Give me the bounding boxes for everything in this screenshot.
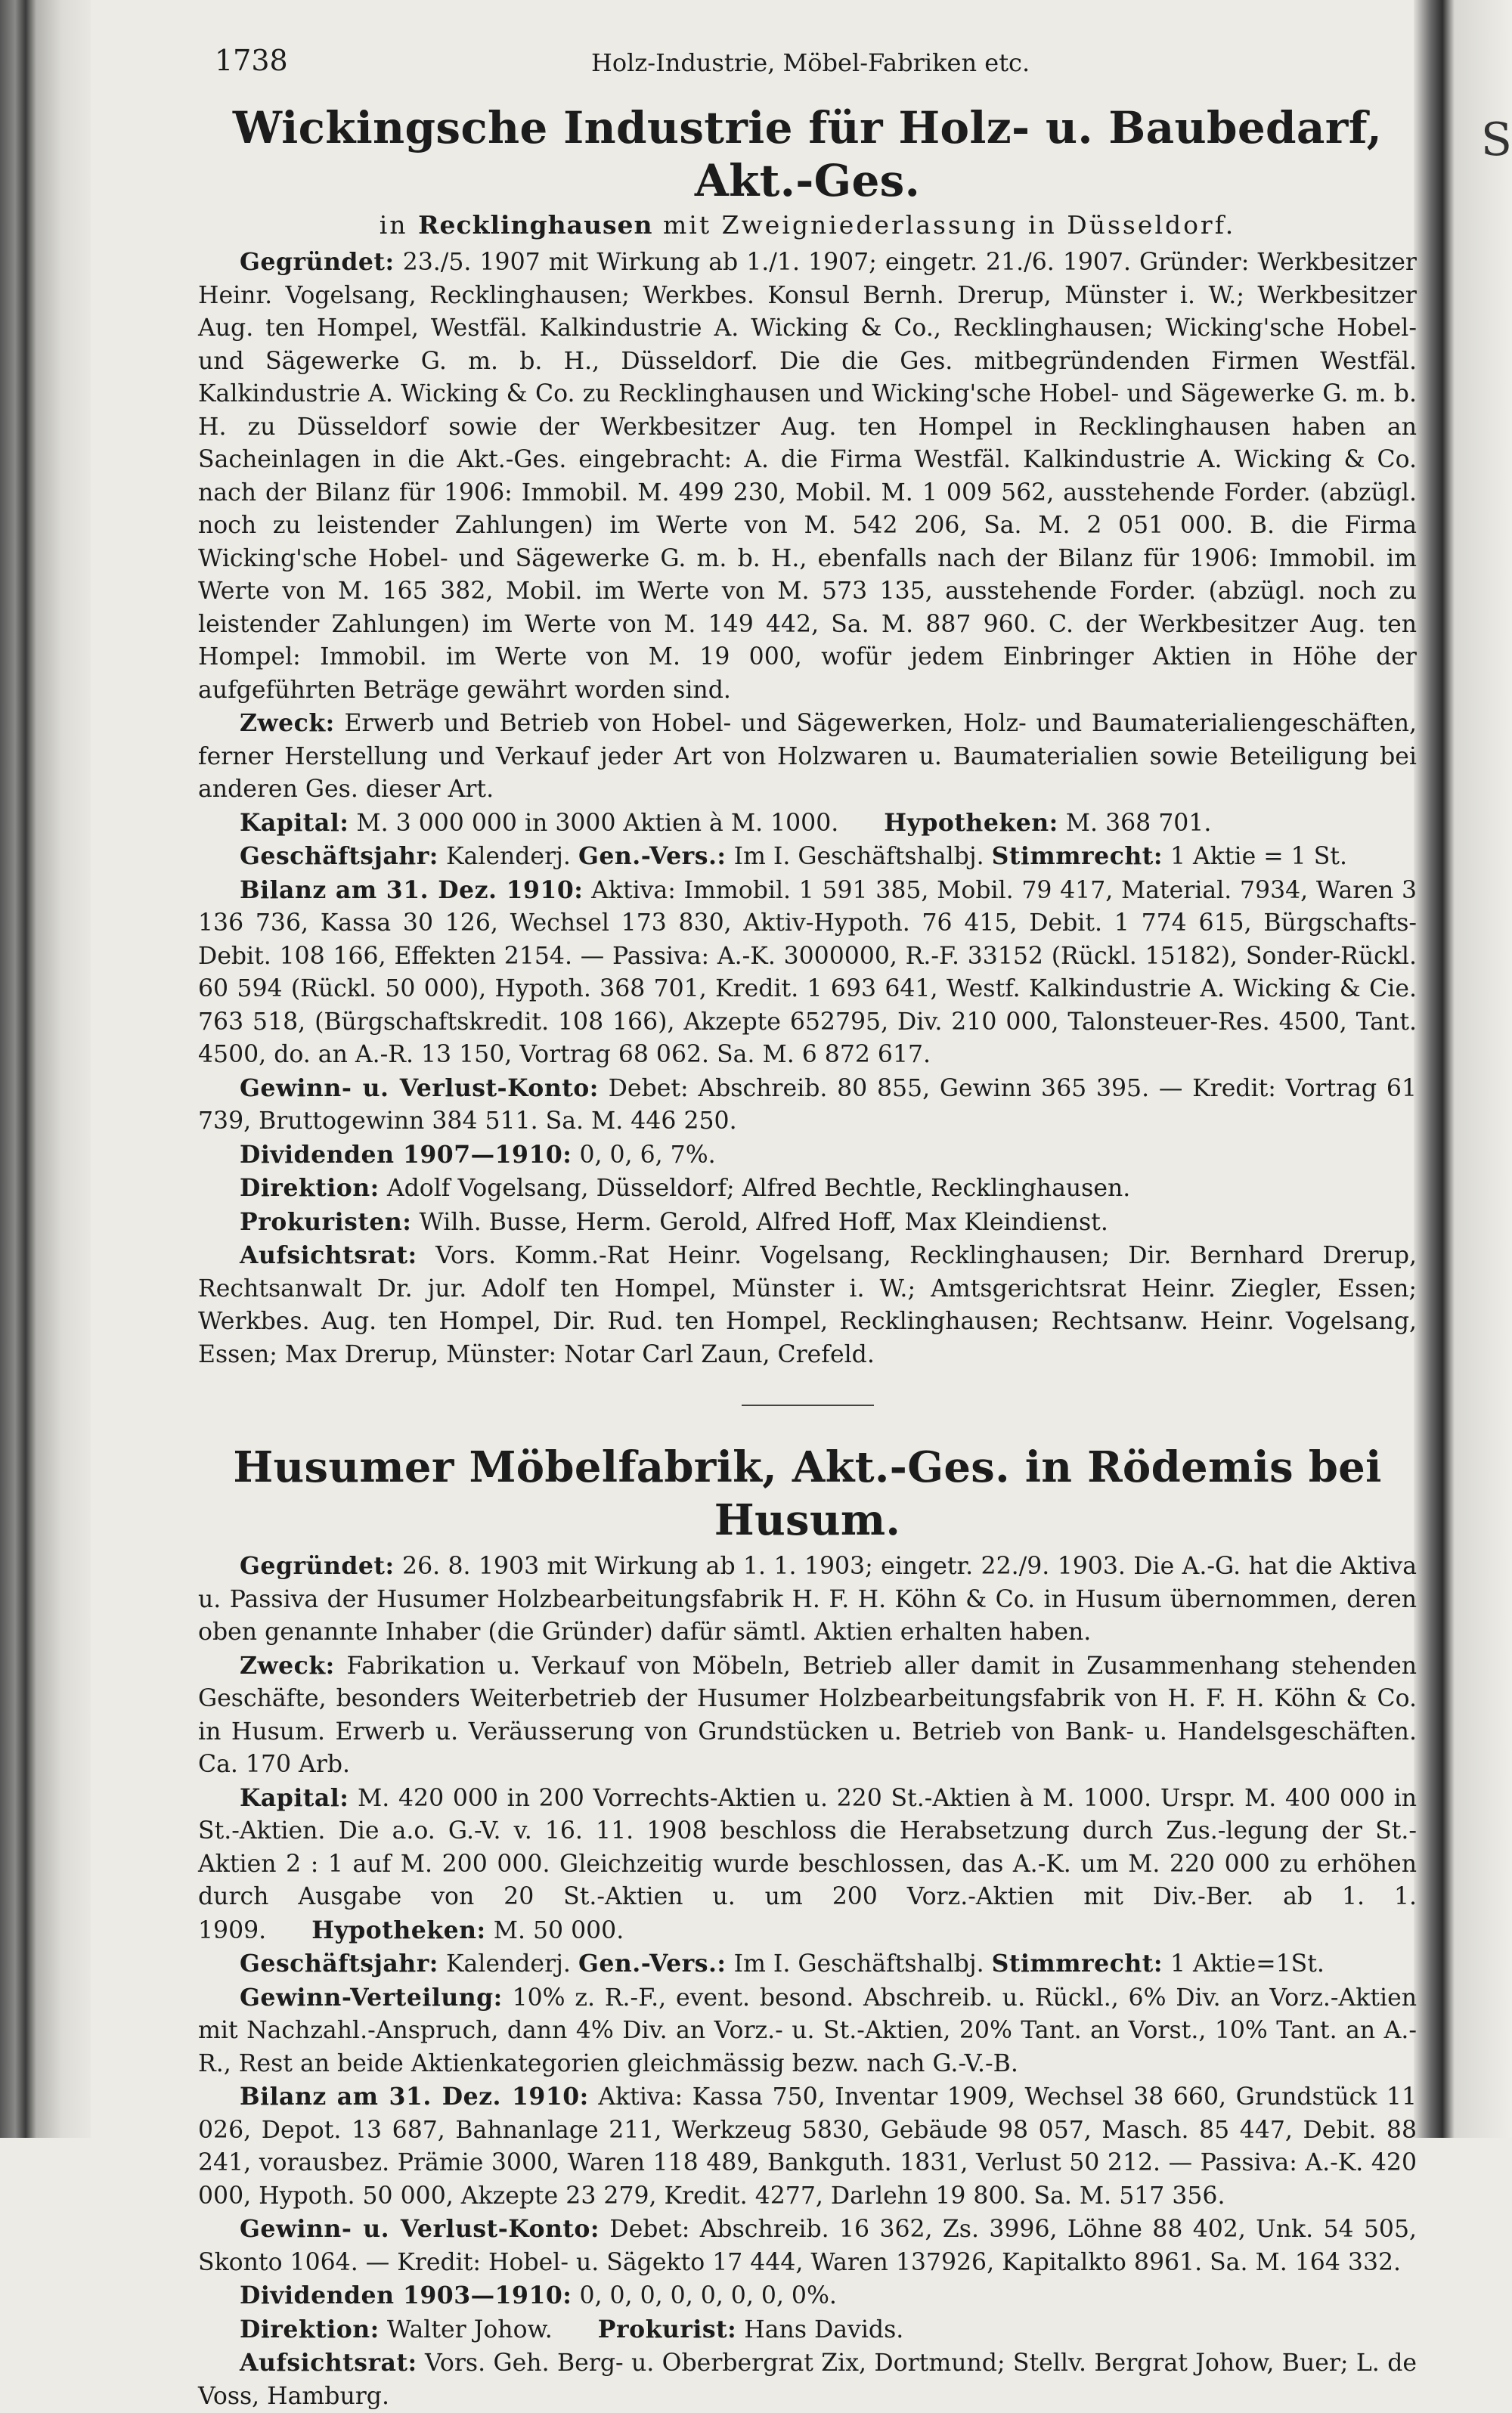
field-label: Bilanz am 31. Dez. 1910: bbox=[240, 875, 584, 904]
field-label: Geschäftsjahr: bbox=[240, 1950, 438, 1978]
document-page bbox=[198, 39, 1418, 2410]
bilanz-paragraph bbox=[198, 2080, 1417, 2213]
field-label: Zweck: bbox=[240, 709, 335, 737]
field-text: Kalenderj. bbox=[445, 843, 571, 870]
field-text: 23./5. 1907 mit Wirkung ab 1./1. 1907; eingetr. 21./6. 1907. Gründer: Werkbesitzer Heinr. Vogelsang, Recklinghausen; Werkbes. Konsul Bernh. Drerup, Münster i. W.; Werkbesitzer Aug. ten Hompel, Westfäl. Kalkindustrie A. Wicking & Co., Recklinghausen; Wicking'sche Hobel- und Sägewerke G. m. b. H., Düsseldorf. Die die Ges. mitbegründenden Firmen Westfäl. Kalkindustrie A. Wicking & Co. zu Recklinghausen und Wicking'sche Hobel- und Sägewerke G. m. b. H. zu Düsseldorf sowie der Werkbesitzer Aug. ten Hompel in Recklinghausen haben an Sacheinlagen in die Akt.-Ges. eingebracht: A. die Firma Westfäl. Kalkindustrie A. Wicking & Co. nach der Bilanz für 1906: Immobil. M. 499 230, Mobil. M. 1 009 562, ausstehende Forder. (abzügl. noch zu leistender Zahlungen) im Werte von M. 542 206, Sa. M. 2 051 000. B. die Firma Wicking'sche Hobel- und Sägewerke G. m. b. H., ebenfalls nach der Bilanz für 1906: Immobil. im Werte von M. 165 382, Mobil. im Werte von M. 573 135, ausstehende Forder. (abzügl. noch zu leistender Zahlungen) im Werte von M. 149 442, Sa. M. 887 960. C. der Werkbesitzer Aug. ten Hompel: Immobil. im Werte von M. 19 000, wofür jedem Einbringer Aktien in Höhe der aufgeführten Beträge gewährt worden sind. bbox=[198, 249, 1417, 704]
field-label: Dividenden 1903—1910: bbox=[240, 2281, 572, 2309]
direktion-paragraph bbox=[198, 2313, 1417, 2347]
kapital-paragraph bbox=[198, 1782, 1417, 1948]
entry-divider bbox=[742, 1405, 874, 1406]
subtitle-prefix: in bbox=[379, 210, 408, 240]
dividenden-paragraph bbox=[198, 1138, 1417, 1172]
kapital-paragraph bbox=[198, 807, 1417, 841]
field-label: Gen.-Vers.: bbox=[578, 1950, 727, 1978]
field-text: Adolf Vogelsang, Düsseldorf; Alfred Bechtle, Recklinghausen. bbox=[386, 1175, 1131, 1202]
field-text: Im I. Geschäftshalbj. bbox=[733, 1950, 984, 1978]
field-text: Erwerb und Betrieb von Hobel- und Sägewerken, Holz- und Baumaterialiengeschäften, ferner Herstellung und Verkauf jeder Art von Holzwaren u. Baumaterialien sowie Beteiligung bei anderen Ges. dieser Art. bbox=[198, 710, 1417, 803]
dividenden-paragraph bbox=[198, 2279, 1417, 2313]
field-label: Direktion: bbox=[240, 1174, 380, 1202]
gegruendet-paragraph bbox=[198, 1550, 1417, 1649]
zweck-paragraph bbox=[198, 1649, 1417, 1782]
geschaeftsjahr-paragraph bbox=[198, 1947, 1417, 1981]
prokuristen-paragraph bbox=[198, 1206, 1417, 1240]
field-text: Kalenderj. bbox=[445, 1950, 571, 1978]
field-text: Aktiva: Immobil. 1 591 385, Mobil. 79 417, Material. 7934, Waren 3 136 736, Kassa 30 126, Wechsel 173 830, Aktiv-Hypoth. 76 415, Debit. 1 774 615, Bürgschafts-Debit. 108 166, Effekten 2154. — Passiva: A.-K. 3000000, R.-F. 33152 (Rückl. 15182), Sonder-Rückl. 60 594 (Rückl. 50 000), Hypoth. 368 701, Kredit. 1 693 641, Westf. Kalkindustrie A. Wicking & Cie. 763 518, (Bürgschaftskredit. 108 166), Akzepte 652795, Div. 210 000, Talonsteuer-Res. 4500, Tant. 4500, do. an A.-R. 13 150, Vortrag 68 062. Sa. M. 6 872 617. bbox=[198, 876, 1417, 1068]
aufsichtsrat-paragraph bbox=[198, 1239, 1417, 1371]
section-title: Holz-Industrie, Möbel-Fabriken etc. bbox=[591, 48, 1030, 77]
field-text: 1 Aktie=1St. bbox=[1170, 1950, 1325, 1978]
company-name: Husumer Möbelfabrik, Akt.-Ges. in Rödemis bei Husum. bbox=[233, 1442, 1382, 1545]
page-number: 1738 bbox=[215, 44, 288, 77]
guv-paragraph bbox=[198, 2213, 1417, 2279]
field-label: Hypotheken: bbox=[884, 808, 1058, 837]
field-text: M. 420 000 in 200 Vorrechts-Aktien u. 220 St.-Aktien à M. 1000. Urspr. M. 400 000 in St.-Aktien. Die a.o. G.-V. v. 16. 11. 1908 beschloss die Herabsetzung durch Zus.-legung der St.-Aktien 2 : 1 auf M. 200 000. Gleichzeitig wurde beschlossen, das A.-K. um M. 220 000 zu erhöhen durch Ausgabe von 20 St.-Aktien u. um 200 Vorz.-Aktien mit Div.-Ber. ab 1. 1. 1909. bbox=[198, 1784, 1417, 1944]
field-label: Dividenden 1907—1910: bbox=[240, 1140, 572, 1169]
facing-page-fragment: S bbox=[1480, 113, 1512, 166]
field-text: 10% z. R.-F., event. besond. Abschreib. u. Rückl., 6% Div. an Vorz.-Aktien mit Nachzahl.-Anspruch, dann 4% Div. an Vorz.- u. St.-Aktien, 20% Tant. an Vorst., 10% Tant. an A.-R., Rest an beide Aktienkategorien gleichmässig bezw. nach G.-V.-B. bbox=[198, 1984, 1418, 2077]
field-text: 26. 8. 1903 mit Wirkung ab 1. 1. 1903; eingetr. 22./9. 1903. Die A.-G. hat die Aktiva u. Passiva der Husumer Holzbearbeitungsfabrik H. F. H. Köhn & Co. in Husum übernommen, deren oben genannte Inhaber (die Gründer) dafür sämtl. Aktien erhalten haben. bbox=[198, 1553, 1418, 1646]
field-label: Gegründet: bbox=[240, 248, 395, 276]
field-text: Wilh. Busse, Herm. Gerold, Alfred Hoff, Max Kleindienst. bbox=[419, 1208, 1108, 1236]
field-text: Debet: Abschreib. 16 362, Zs. 3996, Löhne 88 402, Unk. 54 505, Skonto 1064. — Kredit: Hobel- u. Sägekto 17 444, Waren 137926, Kapitalkto 8961. Sa. M. 164 332. bbox=[198, 2216, 1418, 2276]
field-text: Im I. Geschäftshalbj. bbox=[733, 843, 984, 870]
field-text: M. 3 000 000 in 3000 Aktien à M. 1000. bbox=[356, 809, 839, 837]
field-label: Gewinn- u. Verlust-Konto: bbox=[240, 1073, 599, 1102]
field-label: Stimmrecht: bbox=[991, 842, 1163, 870]
company-name: Wickingsche Industrie für Holz- u. Baubedarf, Akt.-Ges. bbox=[232, 102, 1383, 206]
direktion-paragraph bbox=[198, 1172, 1417, 1206]
field-text: 1 Aktie = 1 St. bbox=[1170, 843, 1347, 870]
gegruendet-paragraph bbox=[198, 246, 1417, 707]
field-label: Aufsichtsrat: bbox=[240, 1241, 417, 1269]
geschaeftsjahr-paragraph bbox=[198, 840, 1417, 874]
guv-paragraph bbox=[198, 1072, 1417, 1138]
field-text: Debet: Abschreib. 80 855, Gewinn 365 395. — Kredit: Vortrag 61 739, Bruttogewinn 384 511. Sa. M. 446 250. bbox=[198, 1074, 1417, 1135]
field-label: Kapital: bbox=[240, 808, 349, 837]
field-text: M. 50 000. bbox=[493, 1916, 624, 1944]
field-text: Vors. Geh. Berg- u. Oberbergrat Zix, Dortmund; Stellv. Bergrat Johow, Buer; L. de Voss, Hamburg. bbox=[198, 2350, 1418, 2410]
company-entry bbox=[198, 101, 1417, 1371]
field-label: Direktion: bbox=[240, 2315, 380, 2343]
field-text: Vors. Komm.-Rat Heinr. Vogelsang, Recklinghausen; Dir. Bernhard Drerup, Rechtsanwalt Dr. jur. Adolf ten Hompel, Münster i. W.; Amtsgerichtsrat Heinr. Ziegler, Essen; Werkbes. Aug. ten Hompel, Dir. Rud. ten Hompel, Recklinghausen; Rechtsanw. Heinr. Vogelsang, Essen; Max Drerup, Münster: Notar Carl Zaun, Crefeld. bbox=[198, 1242, 1417, 1368]
field-label: Gegründet: bbox=[240, 1552, 395, 1580]
field-text: Aktiva: Kassa 750, Inventar 1909, Wechsel 38 660, Grundstück 11 026, Depot. 13 687, Bahnanlage 211, Werkzeug 5830, Gebäude 98 057, Masch. 85 447, Debit. 88 241, vorausbez. Prämie 3000, Waren 118 489, Bankguth. 1831, Verlust 50 212. — Passiva: A.-K. 420 000, Hypoth. 50 000, Akzepte 23 279, Kredit. 4277, Darlehn 19 800. Sa. M. 517 356. bbox=[198, 2083, 1417, 2210]
field-text: Hans Davids. bbox=[744, 2315, 904, 2343]
subtitle-city: Recklinghausen bbox=[418, 210, 653, 240]
left-book-gutter bbox=[0, 0, 91, 2138]
field-label: Gen.-Vers.: bbox=[578, 842, 727, 870]
field-label: Bilanz am 31. Dez. 1910: bbox=[240, 2083, 589, 2111]
field-text: M. 368 701. bbox=[1065, 809, 1212, 837]
field-label: Zweck: bbox=[240, 1651, 335, 1680]
zweck-paragraph bbox=[198, 707, 1417, 807]
subtitle-suffix: mit Zweigniederlassung in Düsseldorf. bbox=[663, 210, 1236, 240]
field-text: 0, 0, 6, 7%. bbox=[579, 1141, 716, 1169]
field-text: 0, 0, 0, 0, 0, 0, 0, 0%. bbox=[579, 2282, 837, 2309]
right-book-gutter bbox=[1414, 0, 1512, 2138]
field-label: Prokuristen: bbox=[240, 1207, 412, 1236]
aufsichtsrat-paragraph bbox=[198, 2346, 1417, 2413]
field-label: Gewinn-Verteilung: bbox=[240, 1983, 503, 2012]
company-entry bbox=[198, 1441, 1417, 2413]
field-label: Prokurist: bbox=[597, 2315, 737, 2343]
field-label: Kapital: bbox=[240, 1783, 349, 1812]
field-label: Geschäftsjahr: bbox=[240, 842, 438, 870]
field-text: Fabrikation u. Verkauf von Möbeln, Betrieb aller damit in Zusammenhang stehenden Geschäfte, besonders Weiterbetrieb der Husumer Holzbearbeitungsfabrik von H. F. H. Köhn & Co. in Husum. Erwerb u. Veräusserung von Grundstücken u. Betrieb von Bank- u. Handelsgeschäften. Ca. 170 Arb. bbox=[198, 1652, 1418, 1778]
field-label: Hypotheken: bbox=[311, 1916, 486, 1944]
company-subtitle bbox=[198, 210, 1417, 240]
field-label: Gewinn- u. Verlust-Konto: bbox=[240, 2215, 600, 2243]
field-label: Stimmrecht: bbox=[991, 1950, 1163, 1978]
bilanz-paragraph bbox=[198, 874, 1417, 1072]
field-label: Aufsichtsrat: bbox=[240, 2349, 417, 2377]
field-text: Walter Johow. bbox=[386, 2315, 553, 2343]
gewinn-verteilung-paragraph bbox=[198, 1981, 1417, 2081]
running-head bbox=[198, 39, 1417, 85]
